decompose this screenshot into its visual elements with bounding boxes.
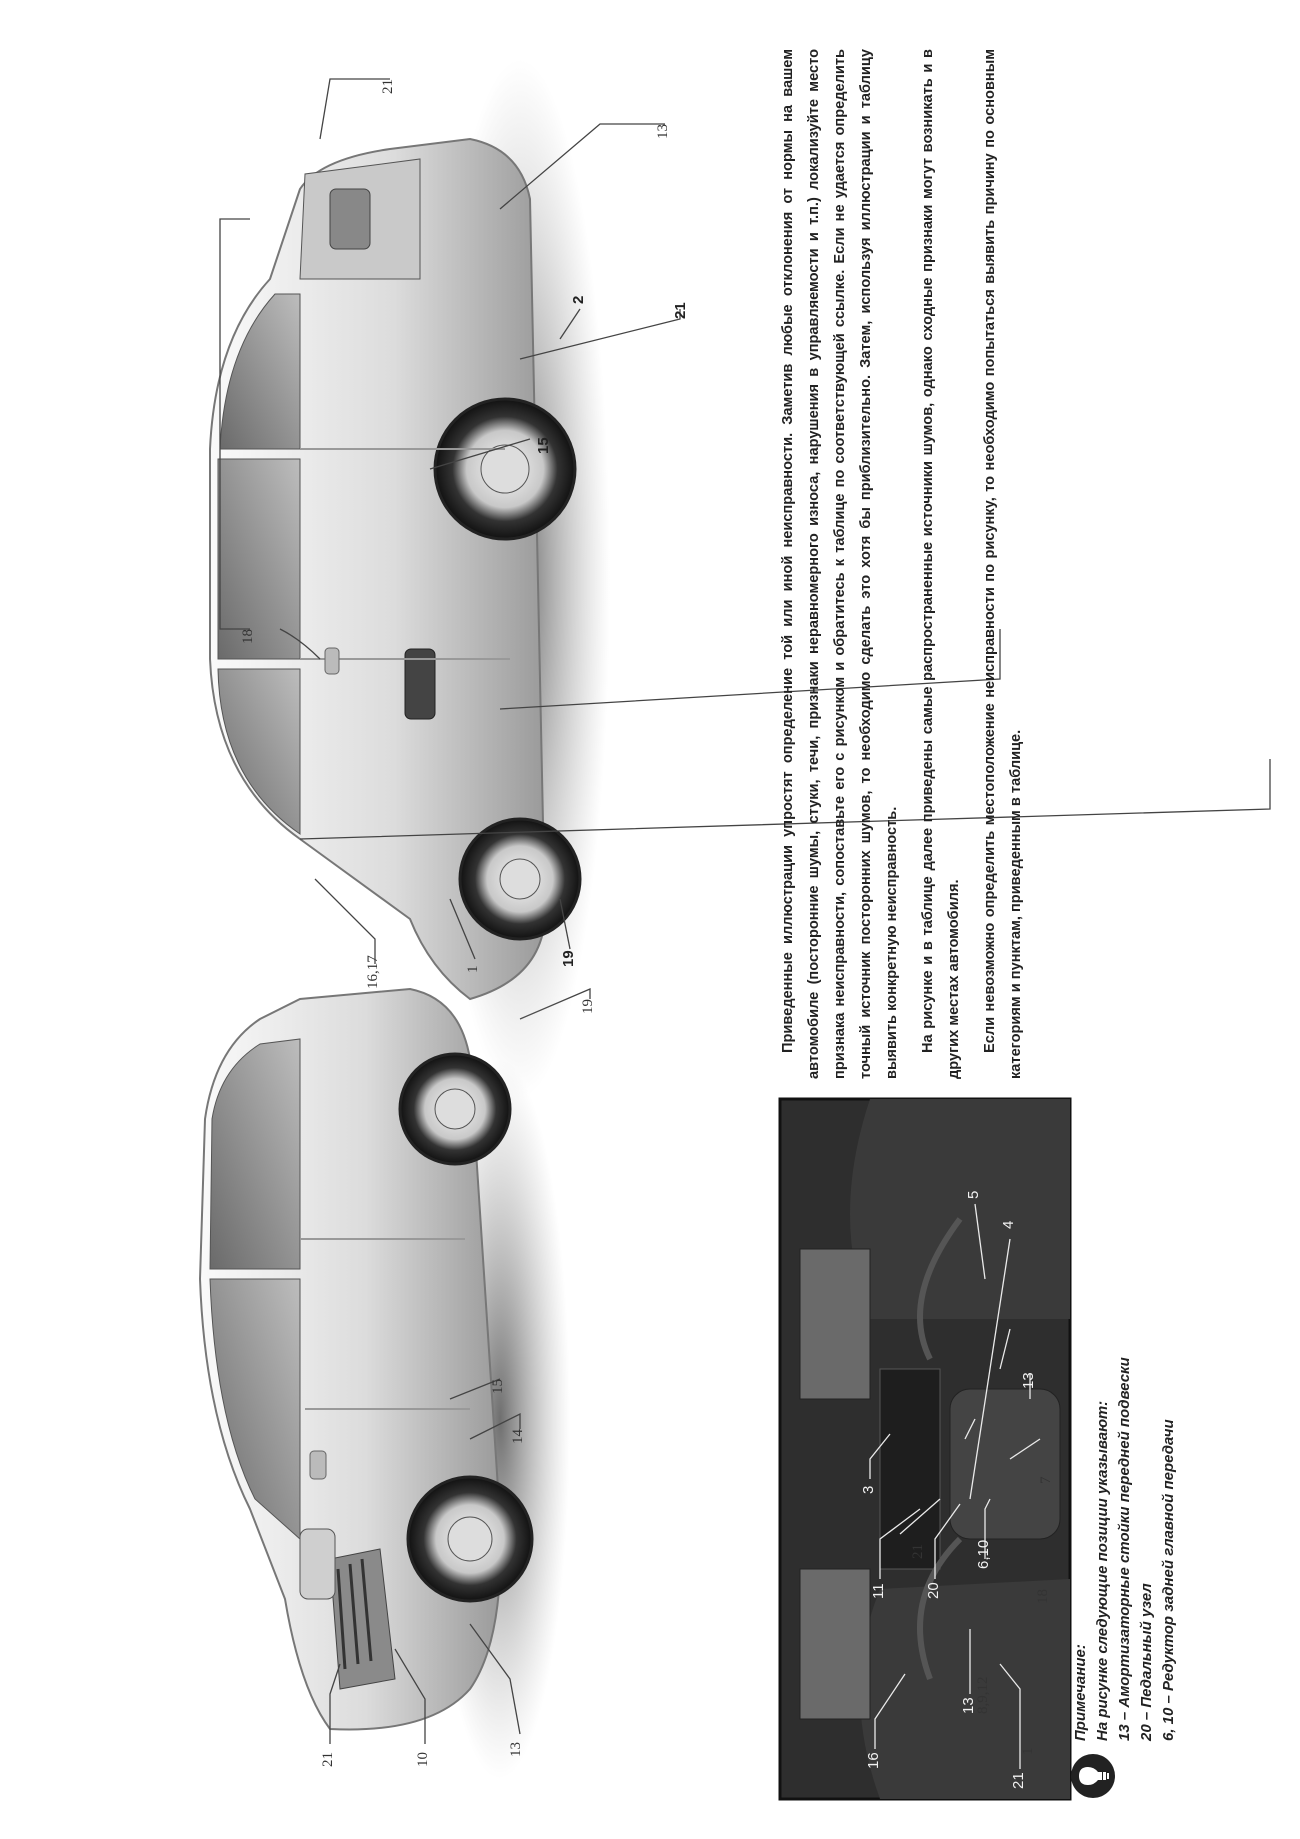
front-callout-21b: 21 — [910, 1544, 926, 1559]
rear-callout-21: 21 — [672, 302, 689, 319]
front-callout-19: 19 — [580, 999, 596, 1014]
front-callout-21: 21 — [320, 1752, 336, 1767]
interior-callout-20: 20 — [925, 1582, 942, 1599]
interior-callout-21: 21 — [1010, 1772, 1027, 1789]
front-callout-8-9-12: 8,9,12 — [975, 1676, 991, 1714]
interior-callout-13b: 13 — [1020, 1372, 1037, 1389]
paragraph-1: Приведенные иллюстрации упростят определение той или иной неисправности. Заметив любые отклонения от нормы на вашем автомобиле (посторонние шумы, стуки, течи, признаки неравномерного износа, нарушения в управляемости и т.п.) локализуйте место признака неисправности, сопоставьте его с рисунком и обратитесь к таблице по соответствующей ссылке. Если не удается определить точный источник посторонних шумов, то необходимо сделать это хотя бы приблизительно. Затем, используя иллюстрации и таблицу выявить конкретную неисправность. — [780, 49, 900, 1079]
note-block — [1070, 1079, 1260, 1799]
interior-callout-6-10: 6,10 — [975, 1539, 992, 1569]
rear-callout-16-17: 16,17 — [365, 955, 381, 989]
note-intro: На рисунке следующие позиции указывают: — [1094, 1400, 1111, 1741]
note-item: 6, 10 – Редуктор задней главной передачи — [1160, 1419, 1177, 1741]
note-item: 20 – Педальный узел — [1138, 1583, 1155, 1741]
rear-callout-1: 1 — [465, 965, 481, 973]
interior-callout-11: 11 — [870, 1583, 887, 1599]
interior-callout-5: 5 — [965, 1190, 982, 1199]
body-text — [775, 49, 1175, 1079]
front-callout-7: 7 — [1038, 1476, 1054, 1484]
note-title: Примечание: — [1072, 1644, 1089, 1741]
interior-callout-16: 16 — [865, 1752, 882, 1769]
note-item: 13 – Амортизаторные стойки передней подвески — [1116, 1357, 1133, 1741]
front-callout-10: 10 — [415, 1752, 431, 1767]
rear-callout-21b: 21 — [380, 79, 396, 94]
paragraph-3: Если невозможно определить местоположение неисправности по рисунку, то необходимо попытаться выявить причину по основным категориям и пунктам, приведенным в таблице. — [982, 49, 1024, 1079]
rear-callout-13: 13 — [655, 124, 671, 139]
front-callout-14: 14 — [510, 1429, 526, 1444]
rear-callout-15: 15 — [535, 437, 552, 454]
rear-callout-18: 18 — [240, 629, 256, 644]
lightbulb-icon — [1070, 1753, 1116, 1799]
interior-callout-4: 4 — [1000, 1220, 1017, 1229]
front-callout-1: 1 — [1020, 1747, 1036, 1755]
front-callout-15: 15 — [490, 1379, 506, 1394]
interior-callout-13: 13 — [960, 1697, 977, 1714]
front-callout-13: 13 — [508, 1742, 524, 1757]
interior-callout-3: 3 — [860, 1485, 877, 1494]
paragraph-2: На рисунке и в таблице далее приведены самые распространенные источники шумов, однако сходные признаки могут возникать и в других местах автомобиля. — [920, 49, 962, 1079]
front-callout-18: 18 — [1035, 1589, 1051, 1604]
rear-callout-19: 19 — [560, 950, 577, 967]
rear-callout-2: 2 — [570, 295, 587, 304]
